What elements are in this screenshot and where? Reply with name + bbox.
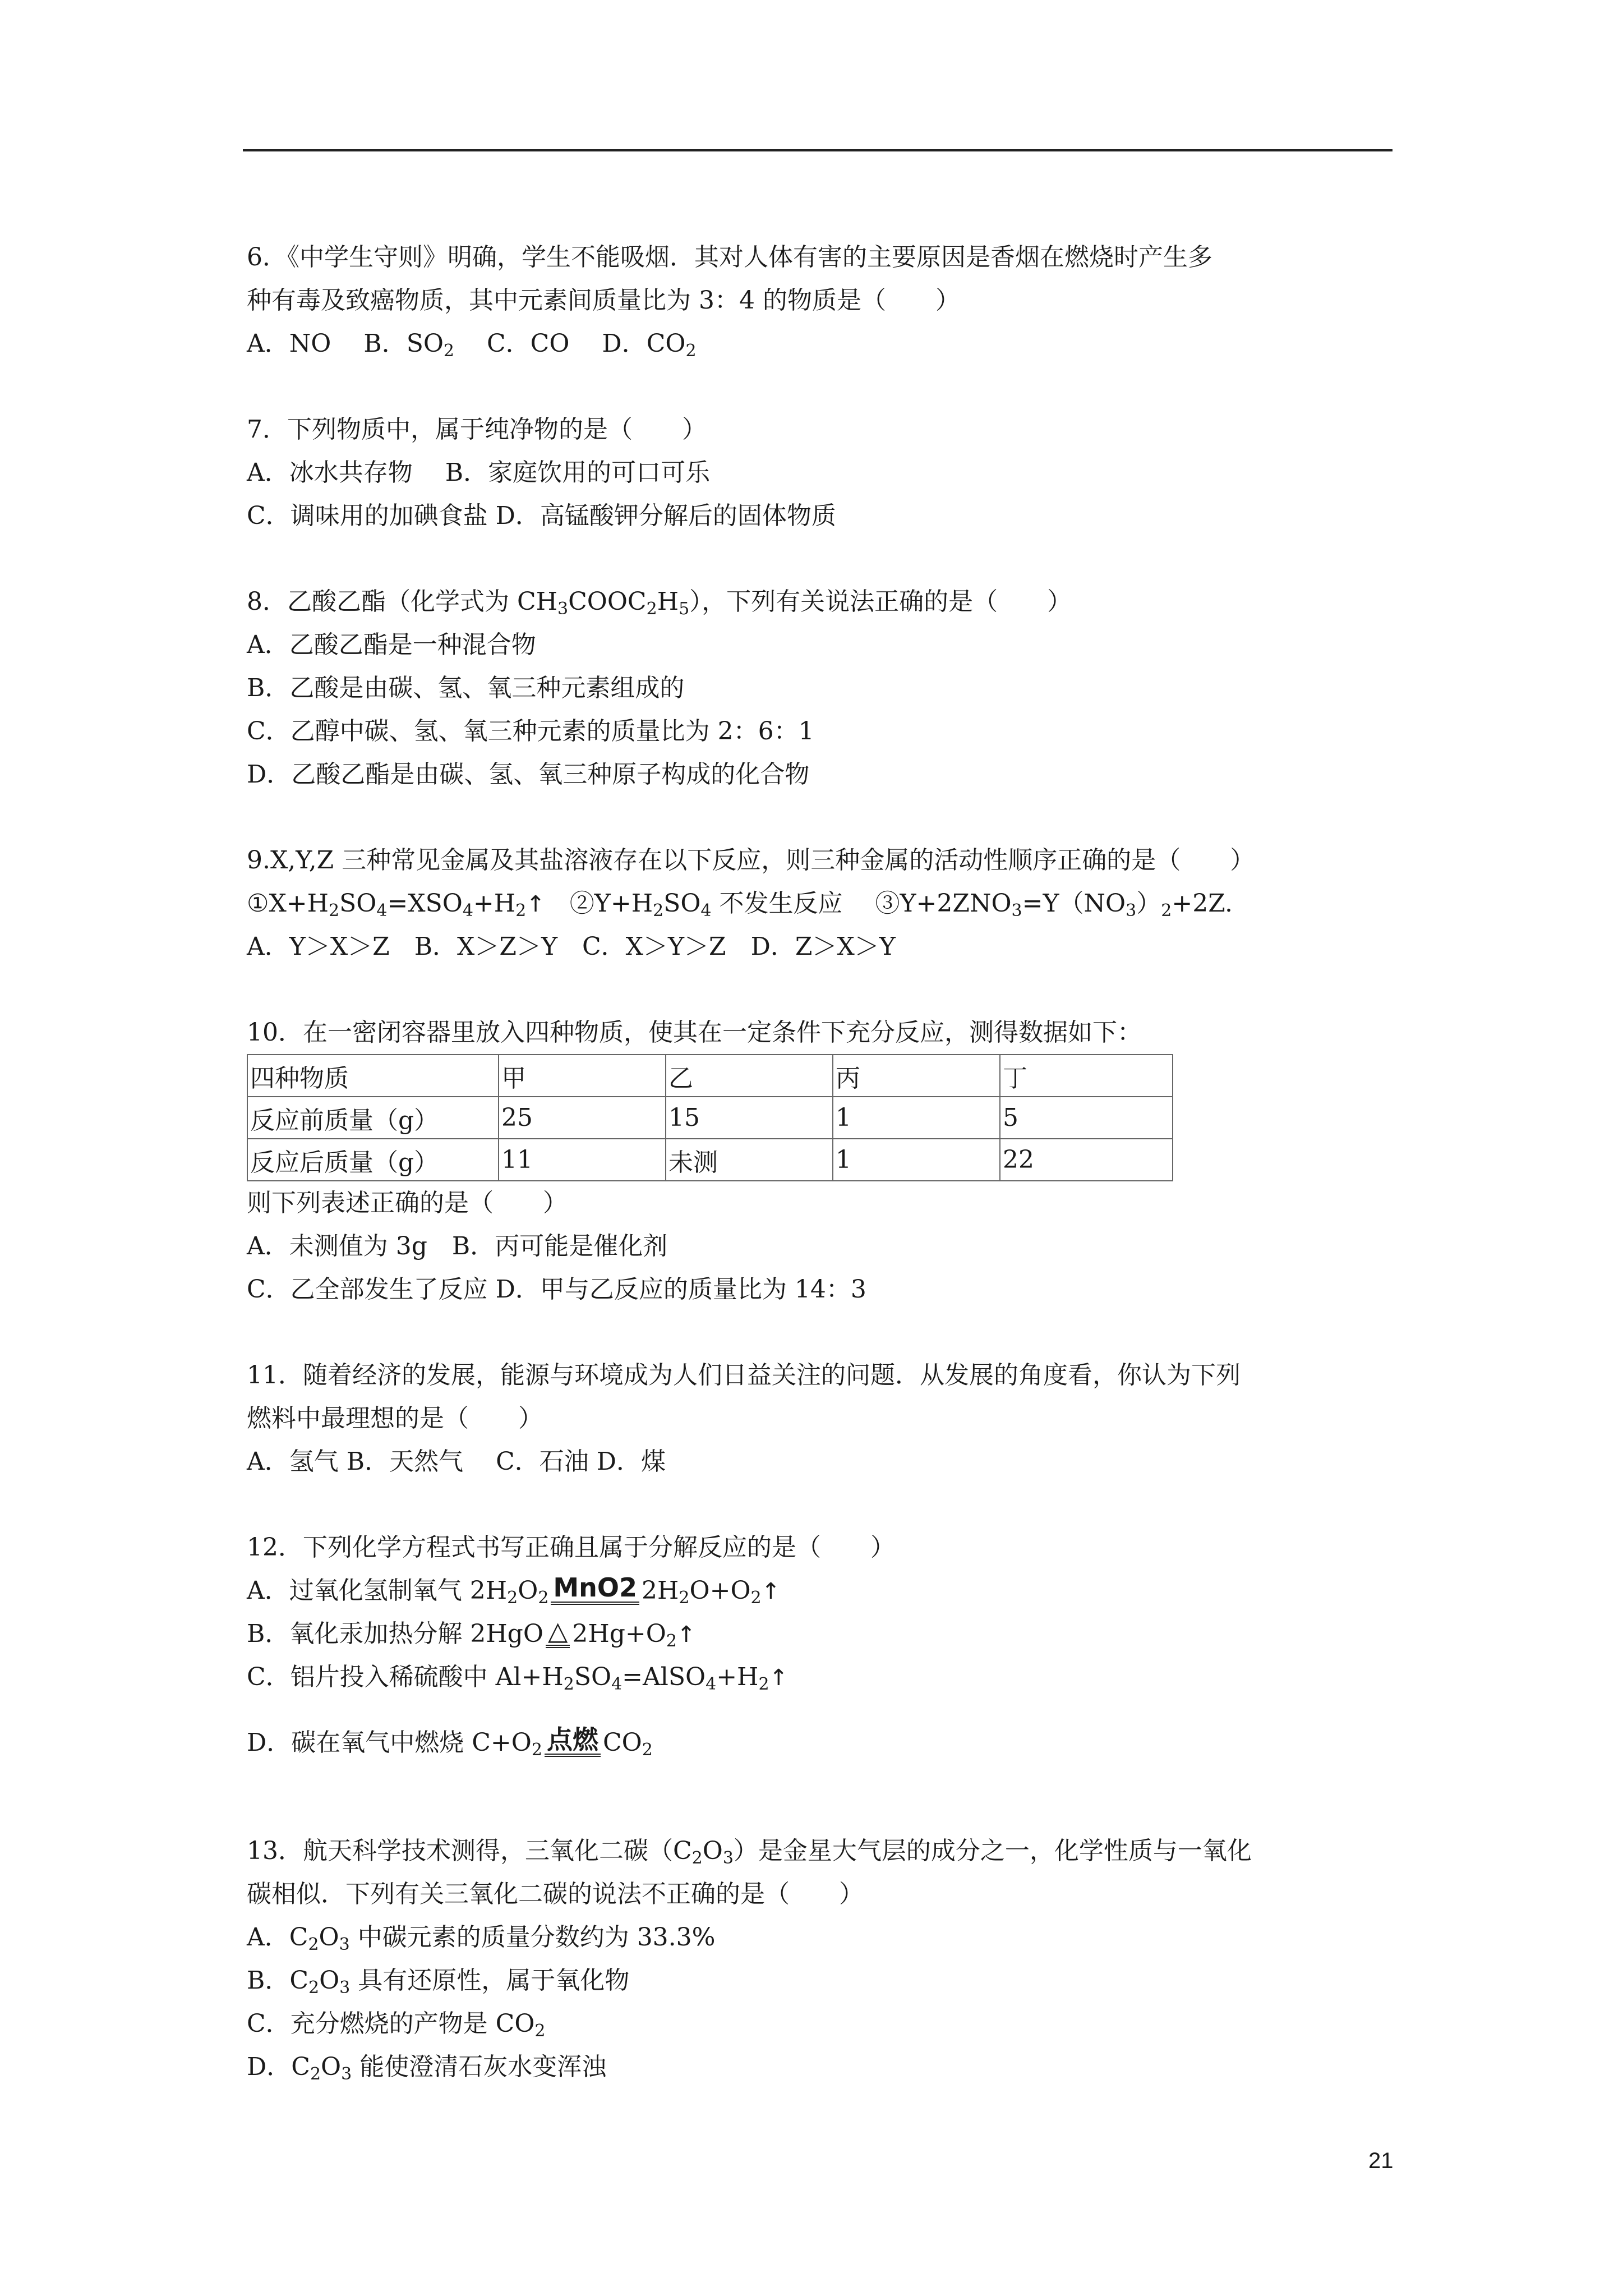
q9-reaction-2: $②Y+H_2SO_4$ 不发生反应 xyxy=(569,889,843,921)
table-cell: 1 xyxy=(833,1139,1000,1181)
table-header-cell: 丁 xyxy=(1000,1055,1173,1097)
q9-options: A．Y＞X＞Z B．X＞Z＞Y C．X＞Y＞Z D．Z＞X＞Y xyxy=(247,932,896,961)
q10-data-table xyxy=(247,1054,1173,1181)
table-cell: 11 xyxy=(499,1139,666,1181)
questions-content xyxy=(247,236,1402,2088)
gas-arrow-icon: ↑ xyxy=(769,1665,789,1691)
q10-options-ab: A．未测值为 3g B．丙可能是催化剂 xyxy=(247,1232,668,1260)
q9-reactions xyxy=(247,882,1402,925)
reaction-condition-heat: △ xyxy=(546,1617,570,1648)
q8-option-c: C．乙醇中碳、氢、氧三种元素的质量比为 2：6：1 xyxy=(247,717,814,746)
q10-options-cd: C．乙全部发生了反应 D．甲与乙反应的质量比为 14：3 xyxy=(247,1275,866,1304)
question-12 xyxy=(247,1526,1402,1764)
q7-options-cd: C．调味用的加碘食盐 D．高锰酸钾分解后的固体物质 xyxy=(247,501,836,530)
question-7 xyxy=(247,408,1402,537)
table-cell: 反应前质量（g） xyxy=(247,1097,499,1139)
question-8 xyxy=(247,580,1402,796)
q7-stem: 7．下列物质中，属于纯净物的是（ ） xyxy=(247,415,707,444)
q9-stem: 9.X,Y,Z 三种常见金属及其盐溶液存在以下反应，则三种金属的活动性顺序正确的是（ ） xyxy=(247,846,1255,875)
q10-stem: 10．在一密闭容器里放入四种物质，使其在一定条件下充分反应，测得数据如下： xyxy=(247,1018,1142,1047)
question-11 xyxy=(247,1354,1402,1483)
table-cell: 25 xyxy=(499,1097,666,1139)
q6-options xyxy=(247,322,1402,365)
table-cell: 15 xyxy=(666,1097,833,1139)
table-row xyxy=(247,1139,1173,1181)
q6-option-a: A．NO xyxy=(247,329,331,358)
table-cell: 5 xyxy=(1000,1097,1173,1139)
q6-option-c: C．CO xyxy=(487,329,570,358)
reaction-condition-ignite: 点燃 xyxy=(545,1726,601,1757)
q13-option-c: C．充分燃烧的产物是 $CO_2$ xyxy=(247,2009,546,2041)
q13-line-1: 13．航天科学技术测得，三氧化二碳$(C_2O_3)$是金星大气层的成分之一，化学性质与一氧化 xyxy=(247,1837,1252,1868)
q11-line-1: 11．随着经济的发展，能源与环境成为人们日益关注的问题．从发展的角度看，你认为下列 xyxy=(247,1361,1241,1389)
q13-line-2: 碳相似．下列有关三氧化二碳的说法不正确的是（ ） xyxy=(247,1880,864,1908)
q13-option-b: B．$C_2O_3$ 具有还原性，属于氧化物 xyxy=(247,1966,630,1998)
q12-option-c: C．铝片投入稀硫酸中 $Al+H_2SO_4=AlSO_4+H_2↑$ xyxy=(247,1663,789,1694)
gas-arrow-icon: ↑ xyxy=(676,1622,696,1648)
table-cell: 1 xyxy=(833,1097,1000,1139)
reaction-condition-mno2: MnO2 xyxy=(551,1573,639,1605)
q8-option-d: D．乙酸乙酯是由碳、氢、氧三种原子构成的化合物 xyxy=(247,760,810,789)
table-header-cell: 甲 xyxy=(499,1055,666,1097)
q6-option-d: D．$CO_2$ xyxy=(602,329,697,361)
q11-line-2: 燃料中最理想的是（ ） xyxy=(247,1404,543,1433)
table-row xyxy=(247,1097,1173,1139)
q13-option-a: A．$C_2O_3$ 中碳元素的质量分数约为 33.3% xyxy=(247,1923,716,1954)
table-cell: 未测 xyxy=(666,1139,833,1181)
table-cell: 反应后质量（g） xyxy=(247,1139,499,1181)
gas-arrow-icon: ↑ xyxy=(761,1579,781,1604)
q13-option-d: D．$C_2O_3$ 能使澄清石灰水变浑浊 xyxy=(247,2053,607,2084)
q6-line-1: 6．《中学生守则》明确，学生不能吸烟．其对人体有害的主要原因是香烟在燃烧时产生多 xyxy=(247,243,1212,272)
q6-option-b: B．$SO_2$ xyxy=(363,329,455,361)
q9-reaction-1: $①X+H_2SO_4=XSO_4+H_2↑$ xyxy=(247,889,545,921)
q12-option-d: D．碳在氧气中燃烧 $C+O_2$ 点燃 $CO_2$ xyxy=(247,1724,653,1760)
q12-option-a: A．过氧化氢制氧气 $2H_2O_2$ MnO2 $2H_2O+O_2↑$ xyxy=(247,1572,781,1608)
q12-stem: 12．下列化学方程式书写正确且属于分解反应的是（ ） xyxy=(247,1533,895,1562)
gas-arrow-icon: ↑ xyxy=(526,891,545,917)
q10-question: 则下列表述正确的是（ ） xyxy=(247,1189,568,1217)
table-header-row xyxy=(247,1055,1173,1097)
table-header-cell: 丙 xyxy=(833,1055,1000,1097)
q8-option-b: B．乙酸是由碳、氢、氧三种元素组成的 xyxy=(247,674,685,702)
table-header-cell: 四种物质 xyxy=(247,1055,499,1097)
q9-reaction-3: $③Y+2ZNO_3=Y(NO_3)_2+2Z$. xyxy=(875,889,1233,921)
q11-options: A．氢气 B．天然气 C．石油 D．煤 xyxy=(247,1447,666,1476)
page-number: 21 xyxy=(1368,2148,1394,2173)
table-cell: 22 xyxy=(1000,1139,1173,1181)
q8-option-a: A．乙酸乙酯是一种混合物 xyxy=(247,631,536,659)
q6-line-2: 种有毒及致癌物质，其中元素间质量比为 3：4 的物质是（ ） xyxy=(247,286,960,315)
question-10 xyxy=(247,1011,1402,1311)
question-13 xyxy=(247,1829,1402,2088)
table-header-cell: 乙 xyxy=(666,1055,833,1097)
question-6 xyxy=(247,236,1402,365)
header-rule xyxy=(243,149,1393,151)
q8-stem: 8．乙酸乙酯（化学式为 $CH_3COOC_2H_5$），下列有关说法正确的是（ ） xyxy=(247,587,1072,619)
q12-option-b: B．氧化汞加热分解 2HgO △ $2Hg+O_2↑$ xyxy=(247,1616,696,1651)
question-9 xyxy=(247,839,1402,968)
q7-options-ab: A．冰水共存物 B．家庭饮用的可口可乐 xyxy=(247,458,711,487)
